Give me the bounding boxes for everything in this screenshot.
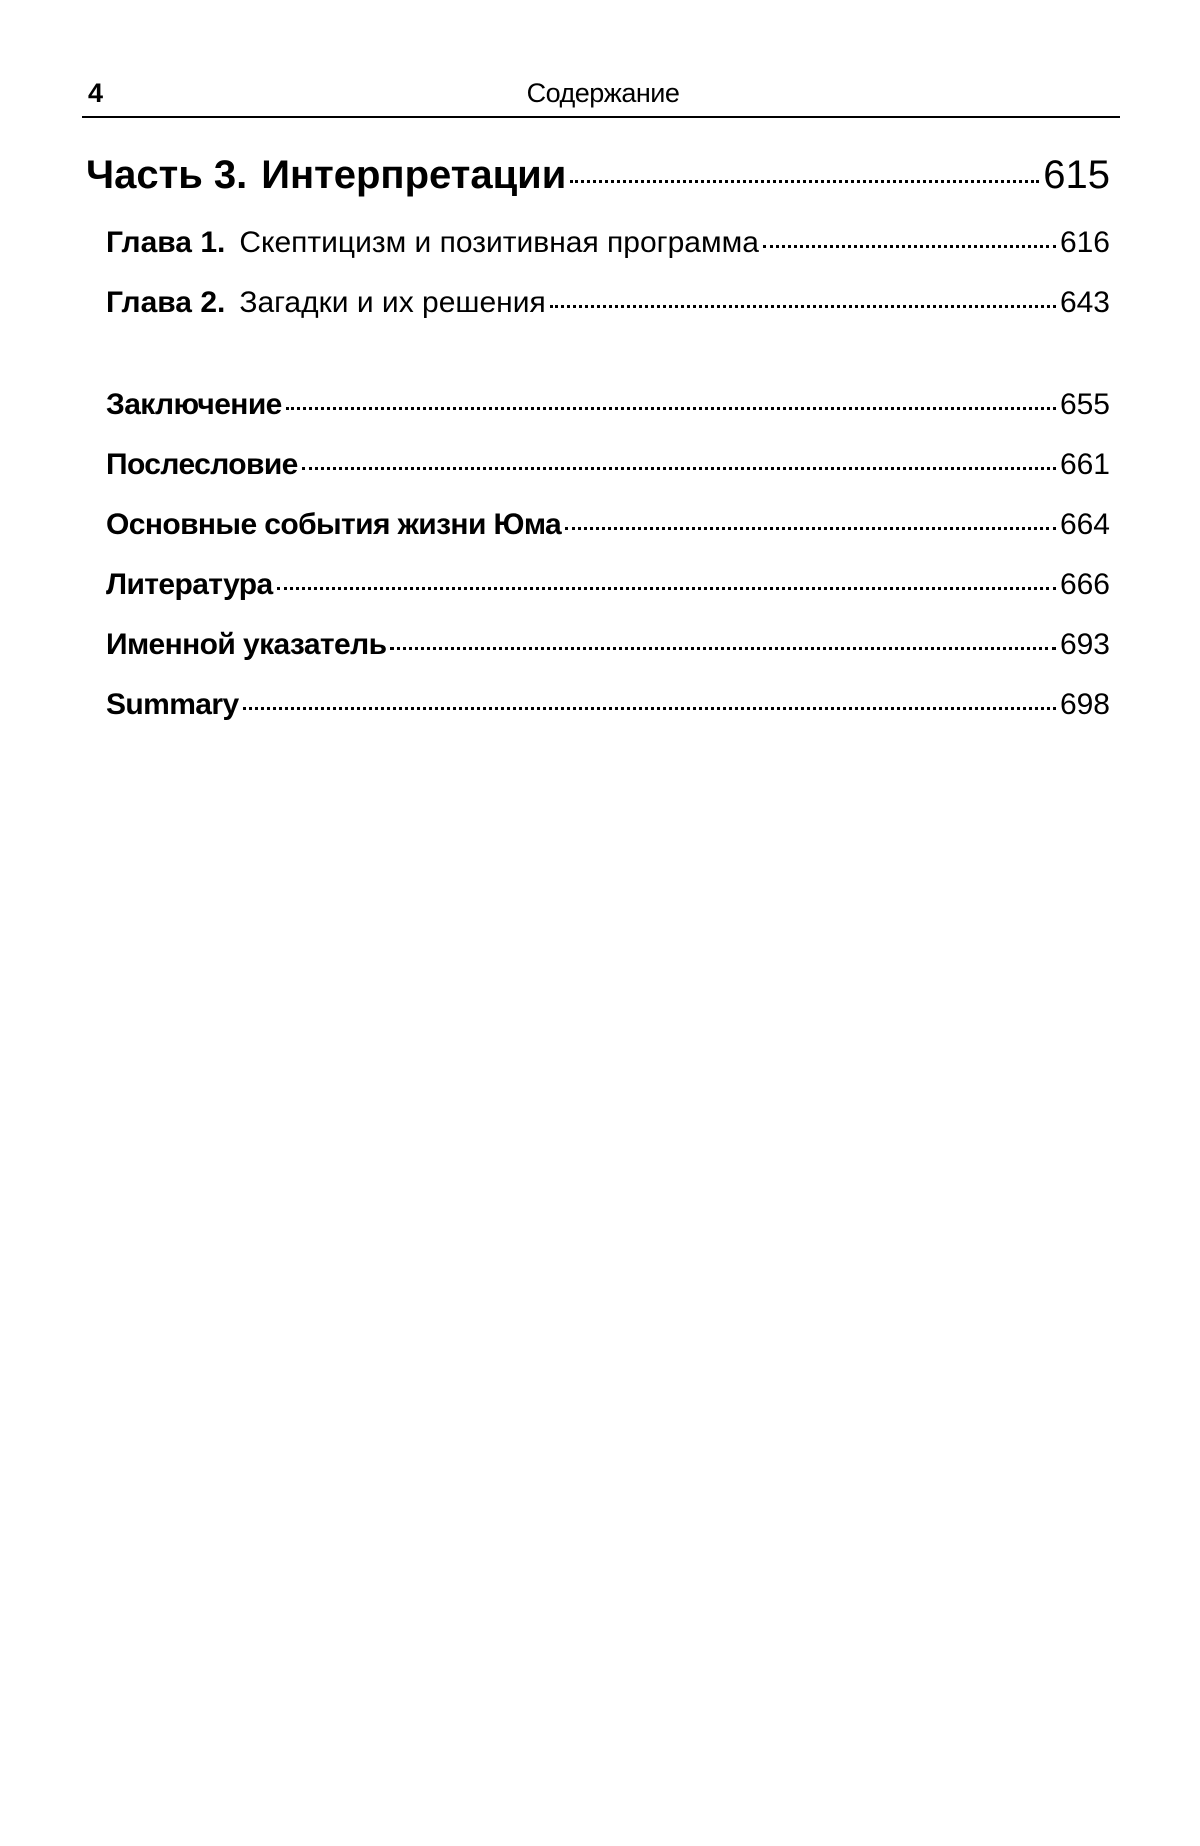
toc-part-entry[interactable]: [86, 148, 1110, 198]
toc-page-number: 616: [1059, 226, 1110, 259]
toc-back-matter-entry[interactable]: [106, 684, 1110, 722]
toc-back-matter-entry[interactable]: [106, 384, 1110, 422]
toc-chapter-number: Глава 1.: [106, 226, 226, 259]
toc-page-number: 698: [1059, 688, 1110, 721]
toc-dot-leader: [286, 384, 1056, 414]
toc-chapter-entry[interactable]: [106, 282, 1110, 320]
toc-entry-title: Основные события жизни Юма: [106, 508, 562, 541]
running-title: Содержание: [526, 78, 680, 108]
toc-page-number: 693: [1059, 628, 1110, 661]
toc-chapter-title: Загадки и их решения: [239, 286, 546, 319]
toc-back-matter-entry[interactable]: [106, 444, 1110, 482]
toc-page-number: 615: [1043, 153, 1110, 197]
toc-dot-leader: [243, 684, 1056, 714]
toc-back-matter-entry[interactable]: [106, 504, 1110, 542]
page-number: 4: [88, 78, 104, 108]
toc-entry-title: Послесловие: [106, 448, 298, 481]
toc-part-number: Часть 3.: [86, 153, 248, 197]
toc-page-number: 655: [1059, 388, 1110, 421]
toc-dot-leader: [390, 624, 1056, 654]
toc-page-number: 666: [1059, 568, 1110, 601]
header-rule: [82, 116, 1120, 118]
toc-chapter-label: [106, 226, 759, 260]
toc-dot-leader: [763, 222, 1056, 252]
toc-chapter-label: [106, 286, 546, 320]
toc-dot-leader: [550, 282, 1056, 312]
toc-page-number: 664: [1059, 508, 1110, 541]
toc-chapter-entry[interactable]: [106, 222, 1110, 260]
toc-chapter-number: Глава 2.: [106, 286, 226, 319]
running-head: [88, 72, 1118, 118]
toc-page-number: 643: [1059, 286, 1110, 319]
toc-part-title: Интерпретации: [261, 153, 567, 197]
toc-back-matter-entry[interactable]: [106, 624, 1110, 662]
toc-entry-title: Литература: [106, 568, 273, 601]
toc-chapter-title: Скептицизм и позитивная программа: [239, 226, 759, 259]
toc-entry-title: Summary: [106, 688, 239, 721]
toc-entry-title: Именной указатель: [106, 628, 387, 661]
toc-dot-leader: [570, 148, 1039, 188]
toc-entry-title: Заключение: [106, 388, 282, 421]
toc-dot-leader: [565, 504, 1056, 534]
toc-back-matter-entry[interactable]: [106, 564, 1110, 602]
toc-dot-leader: [277, 564, 1056, 594]
toc-page-number: 661: [1059, 448, 1110, 481]
toc-dot-leader: [302, 444, 1056, 474]
toc-part-label: [86, 153, 566, 198]
